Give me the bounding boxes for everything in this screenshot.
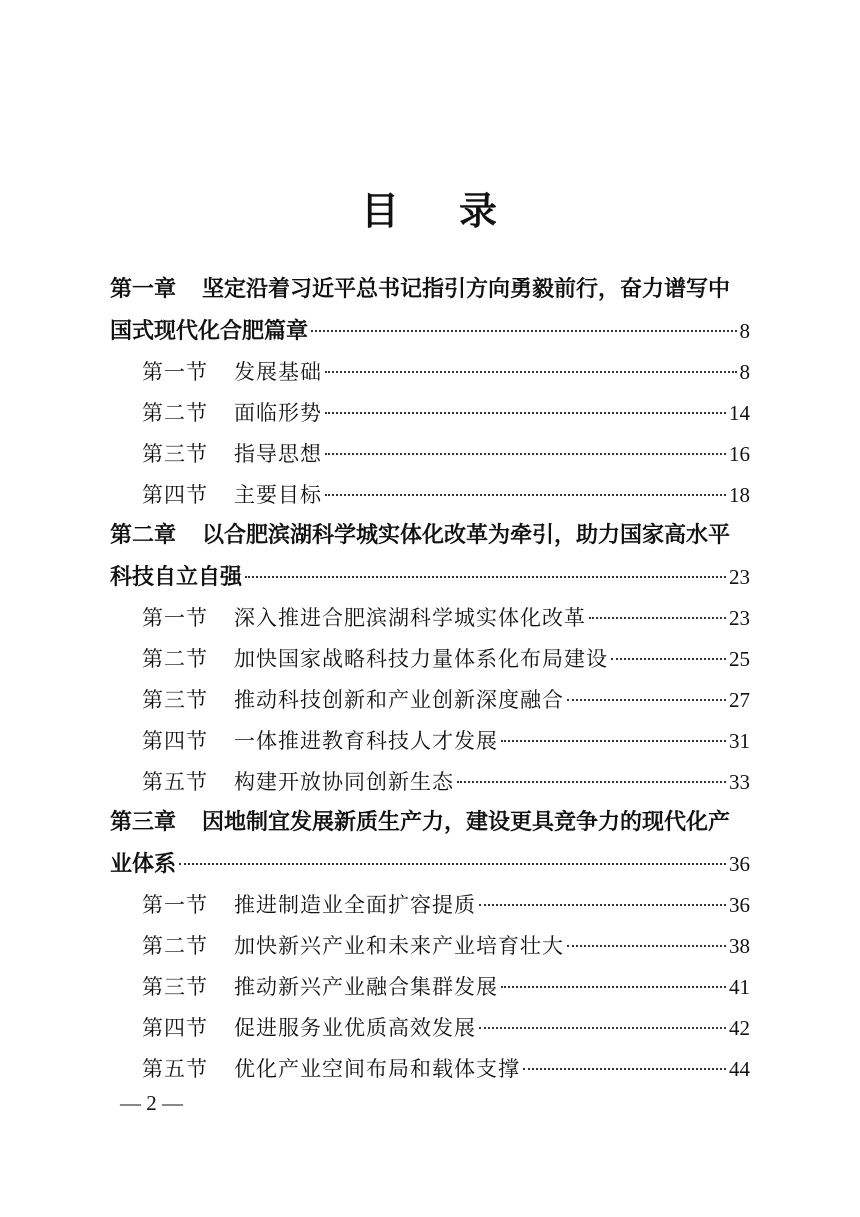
section-title: 发展基础 — [234, 360, 322, 384]
page-number: 31 — [729, 729, 750, 753]
page-number: 18 — [729, 483, 750, 507]
chapter-number: 第二章 — [110, 523, 177, 548]
section-number: 第五节 — [142, 770, 208, 794]
section-number: 第三节 — [142, 688, 208, 712]
chapter-title-part-1: 以合肥滨湖科学城实体化改革为牵引，助力国家高水平 — [202, 523, 731, 548]
toc-section-entry[interactable] — [110, 598, 750, 639]
page-number: 23 — [729, 606, 750, 630]
chapter-heading-line-2[interactable] — [110, 556, 750, 598]
toc-chapter-2 — [110, 516, 750, 598]
page-number: 33 — [729, 770, 750, 794]
section-title: 优化产业空间布局和载体支撑 — [234, 1057, 520, 1081]
page-number: 14 — [729, 401, 750, 425]
dot-leader — [501, 739, 726, 742]
toc-section-entry[interactable] — [110, 721, 750, 762]
dot-leader — [325, 452, 726, 455]
section-number: 第一节 — [142, 606, 208, 630]
table-of-contents — [110, 270, 750, 1090]
dot-leader — [479, 903, 726, 906]
section-number: 第五节 — [142, 1057, 208, 1081]
dot-leader — [325, 493, 726, 496]
chapter-title-part-1: 坚定沿着习近平总书记指引方向勇毅前行，奋力谱写中 — [202, 277, 731, 302]
section-title: 加快新兴产业和未来产业培育壮大 — [234, 934, 564, 958]
page-number: 44 — [729, 1057, 750, 1081]
chapter-heading-line-2[interactable] — [110, 310, 750, 352]
dot-leader — [589, 616, 726, 619]
section-title: 推动新兴产业融合集群发展 — [234, 975, 498, 999]
dot-leader — [311, 329, 736, 332]
page-number: 36 — [729, 852, 750, 876]
section-number: 第四节 — [142, 729, 208, 753]
page-number: 23 — [729, 565, 750, 589]
section-title: 促进服务业优质高效发展 — [234, 1016, 476, 1040]
section-title: 推进制造业全面扩容提质 — [234, 893, 476, 917]
chapter-number: 第一章 — [110, 277, 177, 302]
dot-leader — [457, 780, 726, 783]
toc-chapter-1 — [110, 270, 750, 352]
toc-section-entry[interactable] — [110, 1049, 750, 1090]
page-number: 38 — [729, 934, 750, 958]
toc-section-entry[interactable] — [110, 434, 750, 475]
section-number: 第二节 — [142, 934, 208, 958]
section-number: 第三节 — [142, 442, 208, 466]
page-number: 8 — [739, 360, 750, 384]
toc-section-entry[interactable] — [110, 926, 750, 967]
section-number: 第二节 — [142, 647, 208, 671]
section-number: 第三节 — [142, 975, 208, 999]
dot-leader — [179, 862, 726, 865]
dot-leader — [523, 1067, 726, 1070]
section-title: 构建开放协同创新生态 — [234, 770, 454, 794]
toc-section-entry[interactable] — [110, 475, 750, 516]
chapter-title-part-2: 科技自立自强 — [110, 565, 243, 590]
chapter-heading-line-1 — [110, 803, 750, 843]
chapter-heading-line-1 — [110, 270, 750, 310]
section-title: 推动科技创新和产业创新深度融合 — [234, 688, 564, 712]
footer-page-number: — 2 — — [120, 1091, 183, 1115]
section-title: 深入推进合肥滨湖科学城实体化改革 — [234, 606, 586, 630]
section-title: 指导思想 — [234, 442, 322, 466]
title-char-2: 录 — [459, 188, 500, 233]
page-number: 36 — [729, 893, 750, 917]
dot-leader — [611, 657, 726, 660]
dot-leader — [245, 575, 726, 578]
section-title: 主要目标 — [234, 483, 322, 507]
dot-leader — [325, 411, 726, 414]
title-char-1: 目 — [360, 188, 401, 233]
chapter-heading-line-2[interactable] — [110, 843, 750, 885]
section-number: 第一节 — [142, 360, 208, 384]
dot-leader — [567, 944, 726, 947]
section-title: 加快国家战略科技力量体系化布局建设 — [234, 647, 608, 671]
toc-section-entry[interactable] — [110, 680, 750, 721]
toc-section-entry[interactable] — [110, 967, 750, 1008]
page-number: 25 — [729, 647, 750, 671]
page-number: 16 — [729, 442, 750, 466]
chapter-heading-line-1 — [110, 516, 750, 556]
toc-section-entry[interactable] — [110, 639, 750, 680]
toc-section-entry[interactable] — [110, 762, 750, 803]
dot-leader — [479, 1026, 726, 1029]
toc-section-entry[interactable] — [110, 393, 750, 434]
chapter-number: 第三章 — [110, 810, 177, 835]
section-number: 第一节 — [142, 893, 208, 917]
chapter-title-part-1: 因地制宜发展新质生产力，建设更具竞争力的现代化产 — [202, 810, 731, 835]
toc-chapter-3 — [110, 803, 750, 885]
section-number: 第二节 — [142, 401, 208, 425]
section-number: 第四节 — [142, 1016, 208, 1040]
section-title: 面临形势 — [234, 401, 322, 425]
chapter-title-part-2: 业体系 — [110, 852, 177, 877]
section-title: 一体推进教育科技人才发展 — [234, 729, 498, 753]
toc-section-entry[interactable] — [110, 885, 750, 926]
page-title — [0, 180, 860, 235]
dot-leader — [325, 370, 737, 373]
dot-leader — [501, 985, 726, 988]
page-number: 42 — [729, 1016, 750, 1040]
section-number: 第四节 — [142, 483, 208, 507]
toc-section-entry[interactable] — [110, 1008, 750, 1049]
page-number: 27 — [729, 688, 750, 712]
page-number: 8 — [739, 319, 750, 343]
toc-section-entry[interactable] — [110, 352, 750, 393]
dot-leader — [567, 698, 726, 701]
page-number: 41 — [729, 975, 750, 999]
chapter-title-part-2: 国式现代化合肥篇章 — [110, 319, 309, 344]
